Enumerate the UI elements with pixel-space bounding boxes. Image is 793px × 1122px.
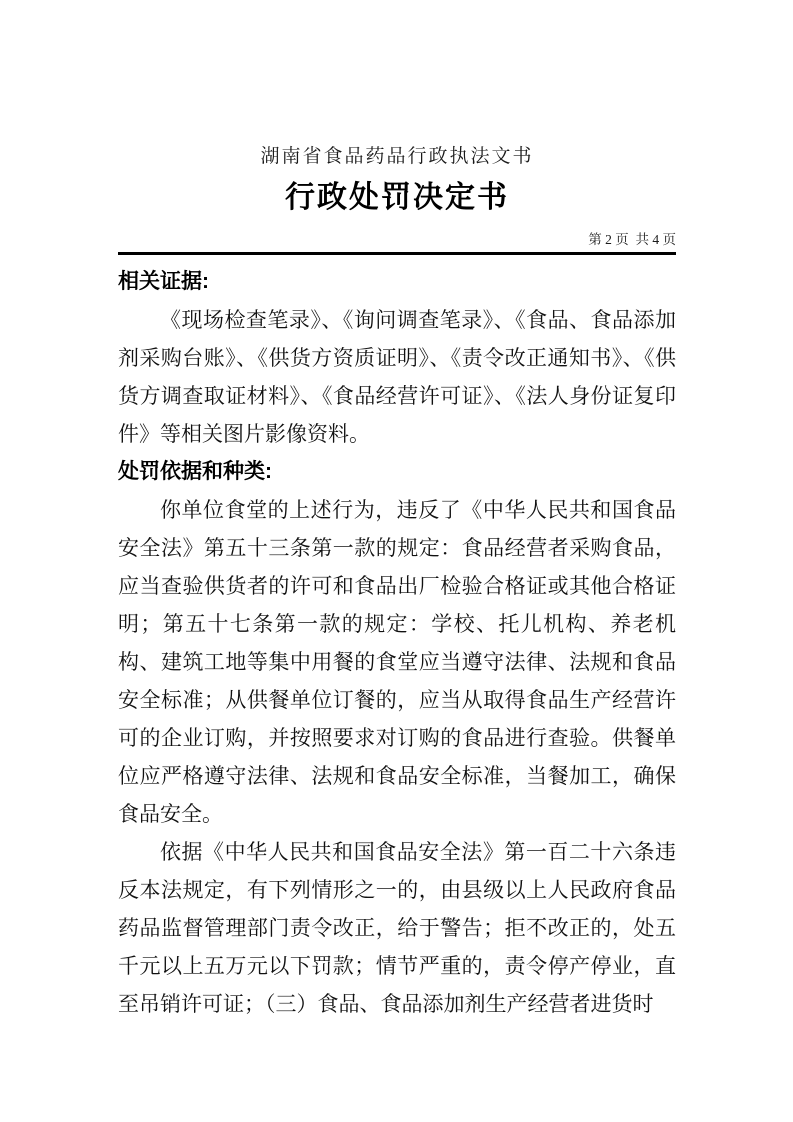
section-heading-related-evidence: 相关证据: bbox=[118, 270, 209, 293]
document-content bbox=[118, 145, 676, 1023]
header-rule bbox=[118, 252, 676, 255]
paragraph-penalty-article: 依据《中华人民共和国食品安全法》第一百二十六条违反本法规定，有下列情形之一的，由县级以上人民政府食品药品监督管理部门责令改正，给于警告；拒不改正的，处五千元以上五万元以下罚款；情节严重的，责令停产停业，直至吊销许可证；（三）食品、食品添加剂生产经营者进货时 bbox=[118, 840, 676, 1016]
page-number-indicator: 第 2 页 共 4 页 bbox=[588, 232, 676, 247]
page-title: 行政处罚决定书 bbox=[285, 181, 509, 214]
paragraph-violation-provisions: 你单位食堂的上述行为，违反了《中华人民共和国食品安全法》第五十三条第一款的规定：食品经营者采购食品，应当查验供货者的许可和食品出厂检验合格证或其他合格证明；第五十七条第一款的规定：学校、托儿机构、养老机构、建筑工地等集中用餐的食堂应当遵守法律、法规和食品安全标准；从供餐单位订餐的，应当从取得食品生产经营许可的企业订购，并按照要求对订购的食品进行查验。供餐单位应严格遵守法律、法规和食品安全标准，当餐加工，确保食品安全。 bbox=[118, 498, 676, 826]
document-header bbox=[118, 145, 676, 255]
section-heading-penalty-basis: 处罚依据和种类: bbox=[118, 460, 272, 483]
paragraph-evidence-list: 《现场检查笔录》、《询问调查笔录》、《食品、食品添加剂采购台账》、《供货方资质证明》、《责令改正通知书》、《供货方调查取证材料》、《食品经营许可证》、《法人身份证复印件》等相关图片影像资料。 bbox=[118, 308, 676, 446]
doc-type-header: 湖南省食品药品行政执法文书 bbox=[260, 146, 534, 167]
document-body bbox=[118, 263, 676, 1023]
